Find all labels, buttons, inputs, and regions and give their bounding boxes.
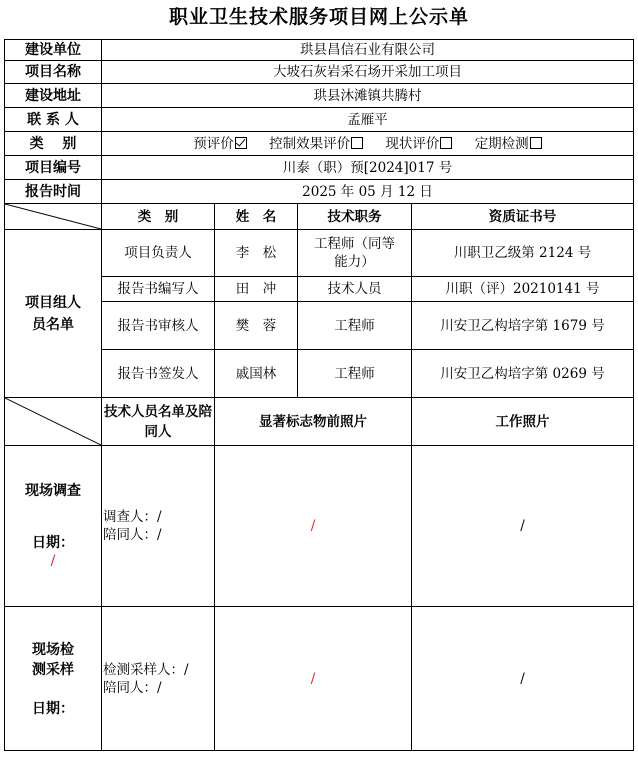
member-title: 技术人员 [298,277,412,302]
survey-date-label: 日期： [32,535,74,551]
sampling-landmark-photo: / [215,607,412,751]
member-role: 项目负责人 [102,230,215,277]
survey-landmark-photo: / [215,446,412,607]
photos-header-staff: 技术人员名单及陪同人 [102,398,215,446]
row-category [5,132,634,156]
team-header-category: 类 别 [102,204,215,230]
sampling-companion: 陪同人：/ [103,679,162,696]
member-title: 工程师 [298,350,412,398]
sampling-date-label: 日期： [32,700,74,717]
member-name: 樊 蓉 [215,302,298,350]
team-header-row [5,204,634,230]
member-title: 工程师 [298,302,412,350]
team-header-cert: 资质证书号 [412,204,634,230]
member-role: 报告书编写人 [102,277,215,302]
value-category [102,132,634,156]
photos-header-landmark: 显著标志物前照片 [215,398,412,446]
team-header-name: 姓 名 [215,204,298,230]
label-address: 建设地址 [5,84,102,108]
category-option-status-eval: 现状评价 [385,136,452,152]
survey-companion: 陪同人：/ [103,527,162,543]
value-contact: 孟雁平 [102,108,634,132]
diagonal-cell [5,398,102,446]
checkbox-checked-icon [235,137,247,149]
value-number: 川泰（职）预[2024]017 号 [102,156,634,180]
survey-row [5,446,634,607]
sampling-label: 现场检测采样 [32,641,74,678]
category-option-pre-eval: 预评价 [193,136,247,152]
sampling-sampler: 检测采样人：/ [103,661,189,678]
disclosure-table [4,39,634,751]
team-header-title: 技术职务 [298,204,412,230]
member-role: 报告书审核人 [102,302,215,350]
survey-work-photo: / [412,446,634,607]
value-project-name: 大坡石灰岩采石场开采加工项目 [102,61,634,84]
row-report-time [5,180,634,204]
checkbox-unchecked-icon [530,137,542,149]
label-unit: 建设单位 [5,40,102,61]
sampling-staff-cell [102,607,215,751]
value-unit: 珙县昌信石业有限公司 [102,40,634,61]
value-address: 珙县沐滩镇共腾村 [102,84,634,108]
member-cert: 川职（评）20210141 号 [412,277,634,302]
label-category: 类 别 [5,132,102,156]
row-number [5,156,634,180]
checkbox-unchecked-icon [440,137,452,149]
member-role: 报告书签发人 [102,350,215,398]
row-unit [5,40,634,61]
label-number: 项目编号 [5,156,102,180]
label-contact: 联 系 人 [5,108,102,132]
row-contact [5,108,634,132]
photos-header-row [5,398,634,446]
member-name: 李 松 [215,230,298,277]
diagonal-cell [5,204,102,230]
member-name: 戚国林 [215,350,298,398]
team-section-label: 项目组人员名单 [5,230,102,398]
photos-header-work: 工作照片 [412,398,634,446]
sampling-label-cell [5,607,102,751]
page-title: 职业卫生技术服务项目网上公示单 [168,6,469,28]
member-name: 田 冲 [215,277,298,302]
label-report-time: 报告时间 [5,180,102,204]
survey-label: 现场调查 [25,483,81,499]
survey-label-cell [5,446,102,607]
member-cert: 川安卫乙构培字第 1679 号 [412,302,634,350]
survey-date-value: / [50,553,56,569]
sampling-row [5,607,634,751]
member-cert: 川安卫乙构培字第 0269 号 [412,350,634,398]
value-report-time: 2025 年 05 月 12 日 [102,180,634,204]
team-row [5,230,634,277]
label-project-name: 项目名称 [5,61,102,84]
row-project-name [5,61,634,84]
sampling-work-photo: / [412,607,634,751]
row-address [5,84,634,108]
member-title: 工程师（同等能力） [298,230,412,277]
survey-staff-cell [102,446,215,607]
survey-investigator: 调查人：/ [103,509,162,525]
member-cert: 川职卫乙级第 2124 号 [412,230,634,277]
category-option-periodic: 定期检测 [475,136,542,152]
checkbox-unchecked-icon [351,137,363,149]
category-option-control-eval: 控制效果评价 [269,136,363,152]
